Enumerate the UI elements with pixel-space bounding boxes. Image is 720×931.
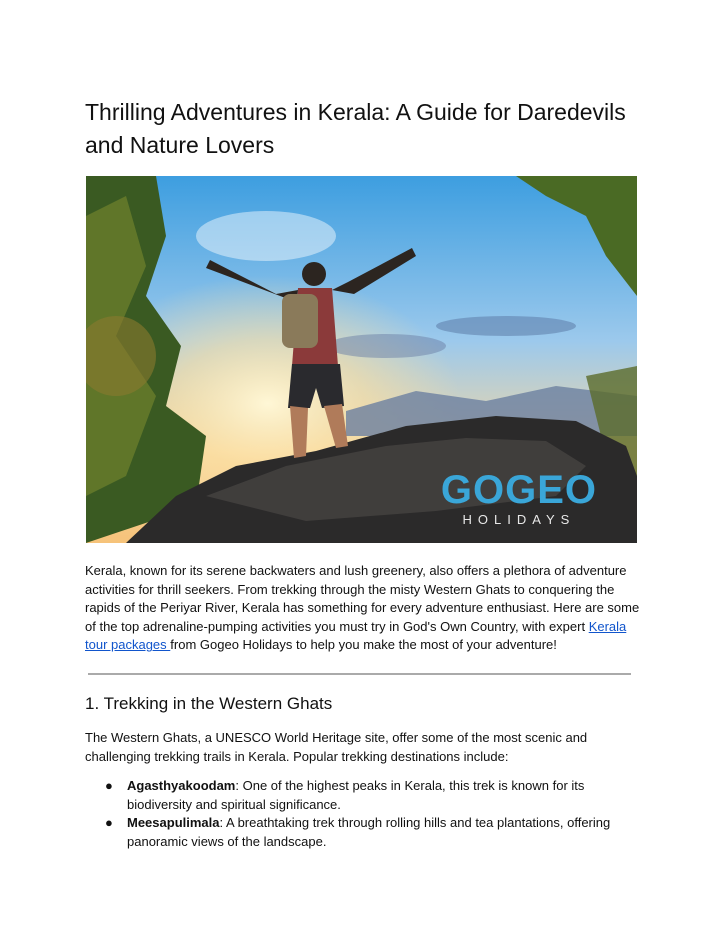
list-item-desc: : A breathtaking trek through rolling hills and tea plantations, offering panoramic views of the landscape. [127,815,611,849]
logo-main-text: GOGEO [440,468,597,512]
list-item-desc: : One of the highest peaks in Kerala, this trek is known for its biodiversity and spiritual significance. [127,778,585,812]
bullet-icon: ● [105,778,113,793]
list-item [85,814,645,851]
horizontal-divider [88,673,631,675]
intro-text: Kerala, known for its serene backwaters and lush greenery, also offers a plethora of adventure activities for thrill seekers. From trekking through the misty Western Ghats to conquering the rapids of the Periyar River, Kerala has something for every adventure enthusiast. Here are some of the top adrenaline-pumping activities you must try in God's Own Country, with expert [85,563,640,634]
intro-paragraph [85,562,645,655]
trek-list [85,777,645,851]
kerala-tour-packages-link[interactable]: Kerala tour packages [85,618,627,653]
section-heading: 1. Trekking in the Western Ghats [85,694,333,713]
hero-image [86,176,637,543]
section-paragraph: The Western Ghats, a UNESCO World Heritage site, offer some of the most scenic and challenging trekking trails in Kerala. Popular trekking destinations include: [85,730,588,764]
page-title: Thrilling Adventures in Kerala: A Guide for Daredevils and Nature Lovers [85,99,626,158]
list-item [85,777,645,814]
intro-text-end: from Gogeo Holidays to help you make the most of your adventure! [170,637,557,653]
list-item-term: Meesapulimala [127,815,220,831]
logo-sub-text: HOLIDAYS [462,512,576,527]
bullet-icon: ● [105,815,113,831]
list-item-term: Agasthyakoodam [127,778,236,793]
gogeo-logo [441,470,597,527]
